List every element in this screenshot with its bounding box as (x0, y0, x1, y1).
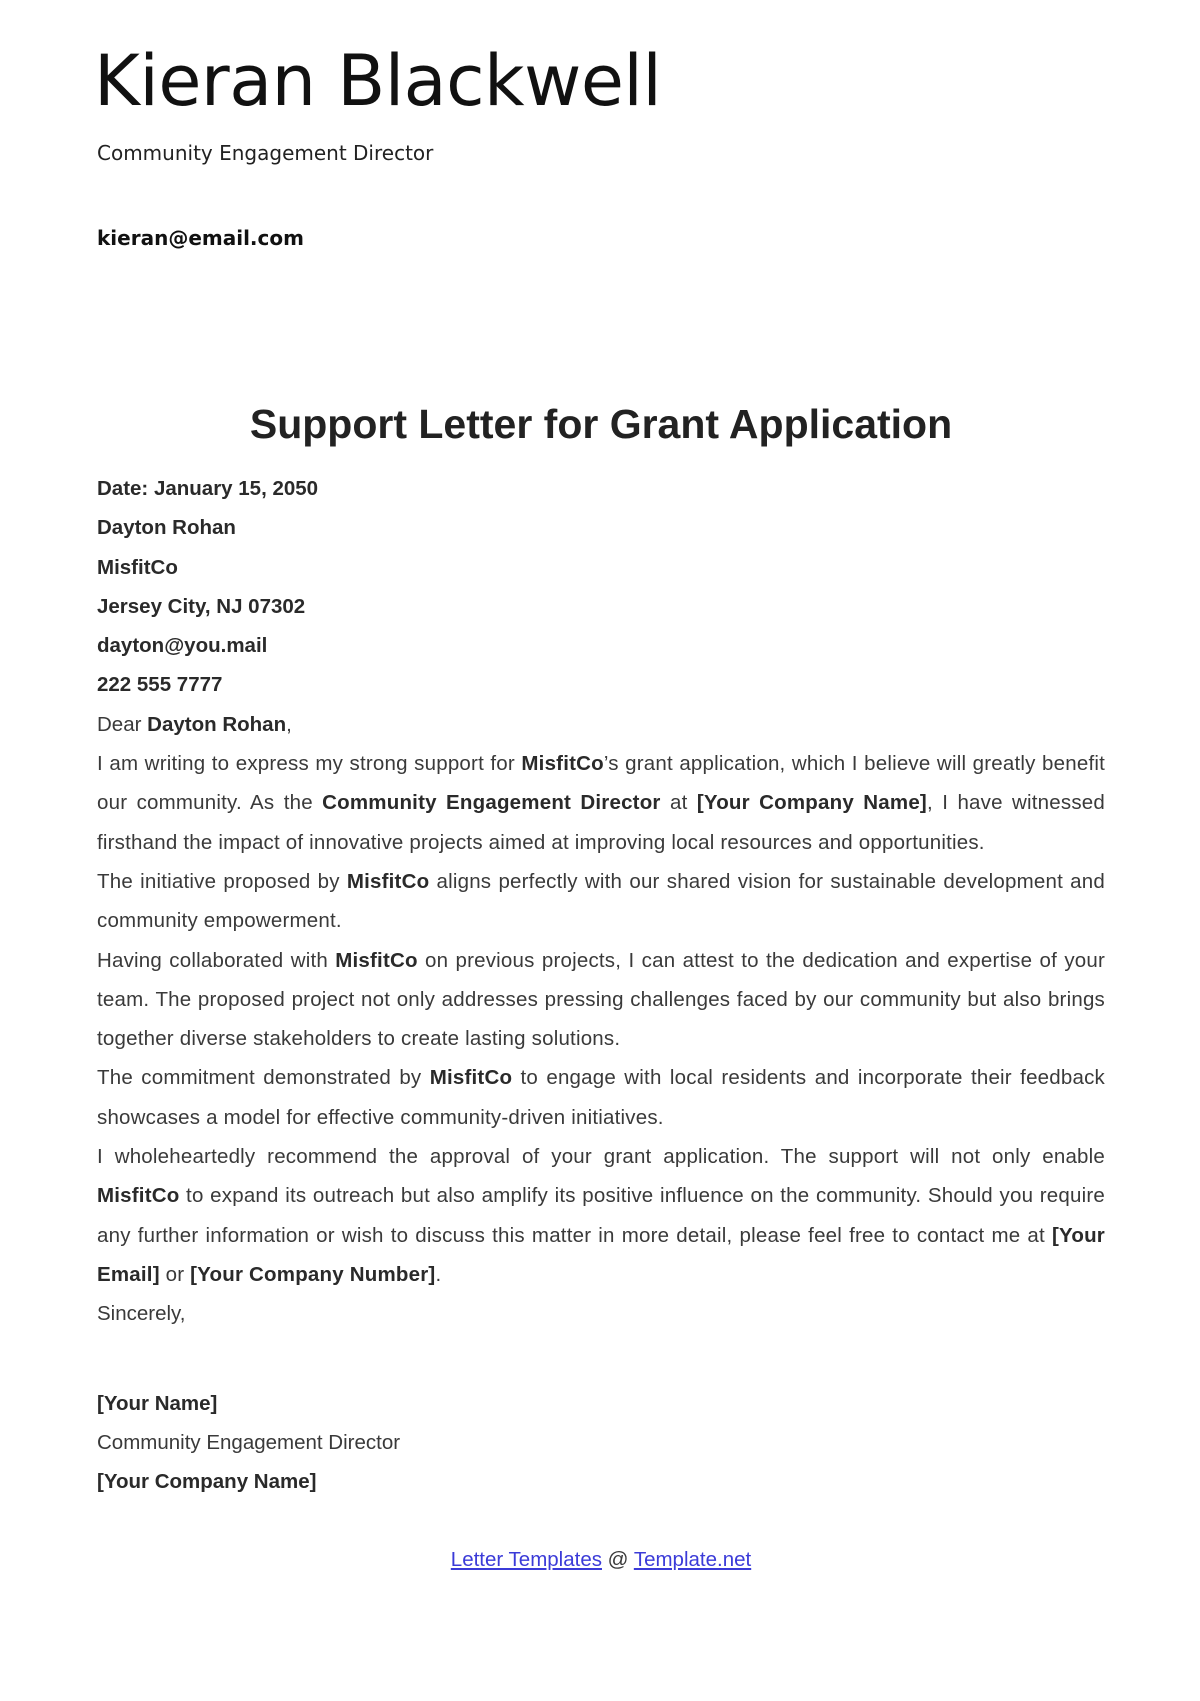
signer-company: [Your Company Name] (97, 1470, 317, 1494)
letter-date: Date: January 15, 2050 (97, 477, 319, 500)
text-run: on previous projects, I can attest to the dedication and expertise of your team. The proposed project not only addresses pressing challenges faced by our community but also brings together diverse stakeholders to create lasting solutions. (97, 948, 1106, 1051)
salutation-name: Dayton Rohan (147, 712, 287, 736)
company-name: MisfitCo (346, 869, 430, 893)
text-run: Having collaborated with (97, 948, 336, 972)
paragraph-1 (97, 744, 1105, 862)
salutation-prefix: Dear (97, 712, 148, 736)
footer-separator: @ (601, 1548, 634, 1571)
text-run: , I have witnessed firsthand the impact of innovative projects aimed at improving local resources and opportunities. (97, 791, 1105, 854)
text-run: I am writing to express my strong support for (97, 752, 522, 776)
company-name: MisfitCo (97, 1184, 180, 1208)
text-run: or (159, 1262, 191, 1286)
text-run: to engage with local residents and incorporate their feedback showcases a model for effective community-driven initiatives. (97, 1066, 1105, 1129)
template-net-link[interactable]: Template.net (633, 1548, 752, 1571)
salutation-suffix: , (286, 712, 292, 736)
signer-name: [Your Name] (97, 1391, 218, 1415)
text-run: I wholeheartedly recommend the approval of your grant application. The support will not only enable (97, 1145, 1105, 1169)
recipient-phone: 222 555 7777 (97, 673, 223, 697)
sender-name: Kieran Blackwell (94, 40, 662, 122)
text-run: aligns perfectly with our shared vision for sustainable development and community empowerment. (97, 869, 1105, 933)
paragraph-3 (97, 941, 1105, 1059)
placeholder-company-number: [Your Company Number] (190, 1262, 436, 1286)
footer-attribution (97, 1540, 1105, 1579)
paragraph-5 (97, 1137, 1105, 1294)
sender-job-title: Community Engagement Director (97, 141, 434, 165)
recipient-address: Jersey City, NJ 07302 (97, 594, 306, 618)
placeholder-email: [Your Email] (97, 1223, 1105, 1286)
company-name: MisfitCo (521, 752, 604, 776)
signature-space (97, 1334, 1105, 1384)
recipient-name: Dayton Rohan (97, 516, 236, 540)
text-run: at (660, 791, 697, 815)
placeholder-company-name: [Your Company Name] (696, 791, 927, 815)
sender-role: Community Engagement Director (322, 791, 661, 815)
signer-title: Community Engagement Director (97, 1430, 401, 1454)
paragraph-2 (97, 862, 1105, 941)
text-run: The commitment demonstrated by (97, 1066, 430, 1090)
recipient-email: dayton@you.mail (97, 634, 268, 658)
company-name: MisfitCo (429, 1066, 513, 1090)
text-run: ’s grant application, which I believe will greatly benefit our community. As the (97, 752, 1105, 815)
recipient-company: MisfitCo (97, 555, 178, 579)
letter-templates-link[interactable]: Letter Templates (450, 1548, 602, 1571)
text-run: The initiative proposed by (97, 869, 347, 893)
text-run: to expand its outreach but also amplify its positive influence on the community. Should you require any further information or wish to discuss this matter in more detail, please feel free to contact me at (97, 1184, 1105, 1247)
company-name: MisfitCo (335, 948, 418, 972)
letter-body (97, 469, 1105, 1501)
text-run: . (435, 1262, 442, 1286)
salutation (97, 705, 1105, 744)
paragraph-4 (97, 1058, 1105, 1137)
valediction: Sincerely, (97, 1302, 186, 1326)
sender-email: kieran@email.com (97, 226, 304, 250)
document-title: Support Letter for Grant Application (249, 401, 953, 447)
